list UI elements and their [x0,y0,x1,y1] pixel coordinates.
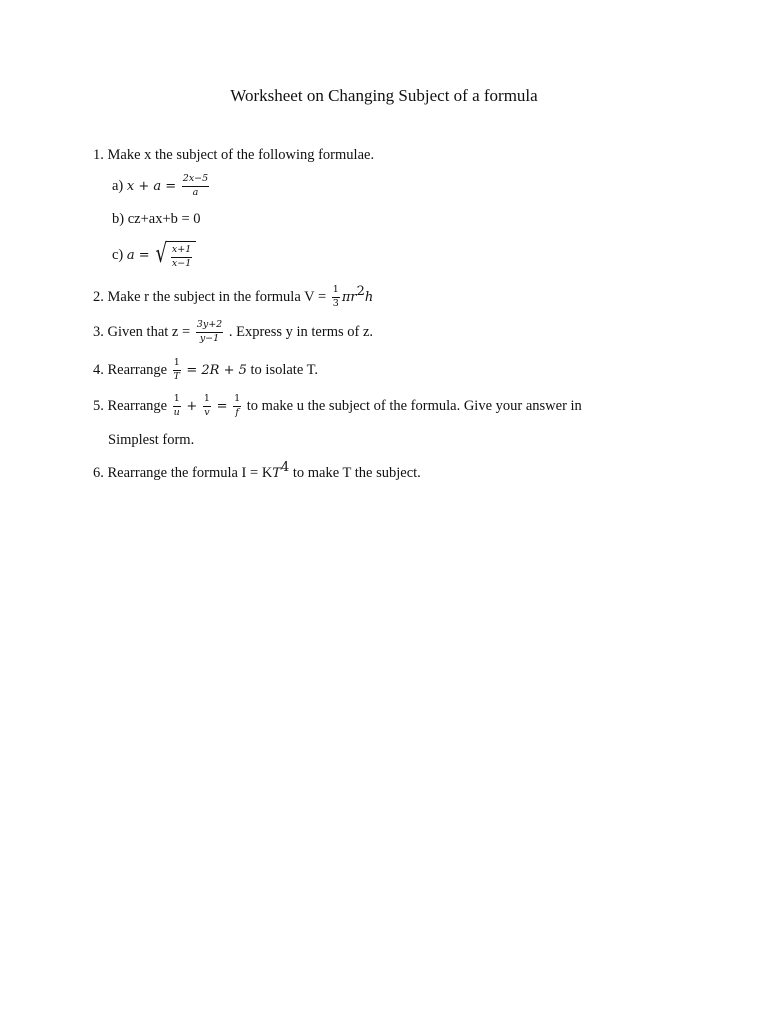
question-2 [93,285,373,310]
question-5-fraction-3-denominator: f [235,406,239,418]
worksheet-title: Worksheet on Changing Subject of a formula [230,86,538,105]
question-6-post: to make T the subject. [292,464,421,481]
question-5-fraction-1-numerator: 1 [173,394,181,407]
question-3-denominator: y−1 [199,332,220,344]
question-1b [112,212,201,227]
question-4-equation: = 2R + 5 [186,362,247,378]
question-5 [93,394,582,419]
question-2-denominator: 3 [332,298,339,309]
question-4-pre: 4. Rearrange [93,361,168,378]
question-3-pre: 3. Given that z = [93,323,191,340]
question-1-text: 1. Make x the subject of the following formulae. [93,147,375,163]
question-6-variable: T [272,465,281,481]
question-2-exponent: 2 [356,284,365,299]
question-6-pre: 6. Rearrange the formula I = K [93,464,273,481]
question-6 [93,461,421,480]
question-4-post: to isolate T. [250,361,319,378]
question-5-plus: + [186,398,198,414]
question-6-exponent: 4 [280,460,290,475]
question-4-numerator: 1 [173,358,181,371]
question-1c-fraction [171,245,192,270]
question-3-fraction [196,320,223,345]
question-5-pre: 5. Rearrange [93,397,168,414]
question-1c-denominator: x−1 [171,257,192,269]
question-4-denominator: T [173,370,180,382]
question-5-fraction-1-denominator: u [173,406,180,418]
question-3 [93,320,373,345]
question-1b-text: b) cz+ax+b = 0 [112,211,201,227]
question-4-fraction [173,358,181,383]
question-1 [93,148,374,163]
question-1a-lhs: x + a = [126,178,177,194]
question-1a [112,174,211,199]
question-2-fraction [332,285,340,310]
question-5-fraction-2-numerator: 1 [203,394,211,407]
question-2-tail: h [364,289,374,305]
question-2-expression: πr [341,289,357,305]
question-1a-denominator: a [192,186,199,198]
question-5-line2: Simplest form. [108,432,195,448]
question-2-text: 2. Make r the subject in the formula V = [93,288,327,305]
question-1c-numerator: x+1 [171,245,192,258]
question-5-fraction-2 [203,394,211,419]
question-2-numerator: 1 [332,285,340,298]
question-1c-lhs: a = [126,247,150,263]
question-3-post: . Express y in terms of z. [228,323,374,340]
question-3-numerator: 3y+2 [196,320,223,333]
question-5-equals: = [216,398,228,414]
question-5-fraction-1 [173,394,181,419]
question-1a-label: a) [112,177,124,194]
question-1a-numerator: 2x−5 [182,174,209,187]
question-1a-fraction [182,174,209,199]
question-5-fraction-2-denominator: v [204,406,210,418]
question-4 [93,358,318,383]
question-5-post: to make u the subject of the formula. Give your answer in [246,397,582,414]
question-5-fraction-3-numerator: 1 [233,394,241,407]
question-5-fraction-3 [233,394,241,419]
question-5-continuation [108,433,194,448]
square-root-sign: √ $\frac{x+1}{x-1}$ [153,241,196,270]
question-1c-label: c) [112,246,124,263]
question-1c [112,241,196,270]
